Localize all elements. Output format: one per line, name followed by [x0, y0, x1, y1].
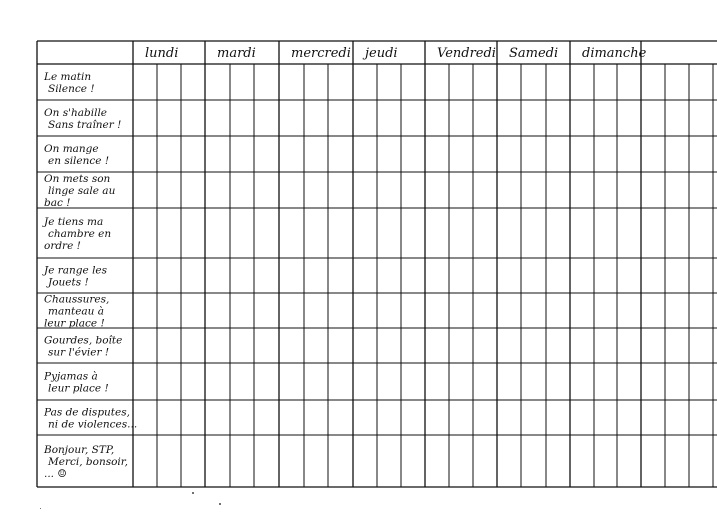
task-label-line: bac ! — [44, 197, 71, 209]
day-header-vendredi: Vendredi — [437, 46, 496, 61]
task-label-line: manteau à — [48, 305, 105, 318]
task-label-line: chambre en — [48, 228, 112, 240]
task-label — [44, 294, 109, 330]
day-header-samedi: Samedi — [509, 46, 559, 61]
day-header-dimanche: dimanche — [582, 46, 647, 61]
day-header-lundi: lundi — [145, 46, 179, 61]
task-label — [43, 71, 95, 95]
scan-speck — [40, 508, 41, 509]
task-label-line: Pyjamas à — [44, 370, 98, 383]
task-label — [43, 444, 128, 480]
task-label-line: en silence ! — [48, 155, 110, 167]
task-label-line: Merci, bonsoir, — [48, 456, 128, 468]
task-label-line: Silence ! — [48, 83, 95, 95]
task-label-line: Bonjour, STP, — [44, 444, 115, 456]
task-label-line: On mange — [44, 143, 99, 155]
task-label-line: Chaussures, — [44, 293, 110, 306]
task-label — [42, 265, 108, 289]
task-label-line: Jouets ! — [48, 276, 89, 289]
task-label — [44, 143, 109, 167]
task-label-line: Gourdes, boîte — [44, 334, 123, 347]
scan-speck — [219, 503, 221, 505]
day-header-jeudi: jeudi — [365, 46, 398, 61]
task-label-line: sur l'évier ! — [48, 346, 110, 359]
day-header-mardi: mardi — [217, 46, 256, 61]
task-label-line: On s'habille — [44, 107, 108, 119]
task-label — [44, 107, 121, 131]
task-label-line: linge sale au — [48, 185, 116, 197]
task-label-line: ... ☺ — [44, 468, 67, 480]
scan-speck — [192, 492, 194, 494]
task-label — [43, 371, 109, 395]
task-label-line: Le matin — [44, 71, 92, 83]
task-label-line: leur place ! — [48, 382, 109, 395]
task-label-line: Je range les — [44, 264, 108, 277]
task-label-line: Sans traîner ! — [48, 119, 122, 131]
task-label — [44, 335, 122, 359]
day-header-mercredi: mercredi — [291, 46, 351, 61]
task-label-line: On mets son — [44, 173, 111, 185]
task-label-line: ni de violences... — [48, 418, 138, 431]
task-label-line: leur place ! — [44, 317, 105, 330]
task-label — [44, 173, 116, 209]
task-label — [43, 407, 137, 431]
task-label-line: Je tiens ma — [44, 216, 104, 228]
task-label-line: ordre ! — [44, 240, 81, 252]
task-label — [42, 216, 111, 252]
task-label-line: Pas de disputes, — [44, 406, 130, 419]
